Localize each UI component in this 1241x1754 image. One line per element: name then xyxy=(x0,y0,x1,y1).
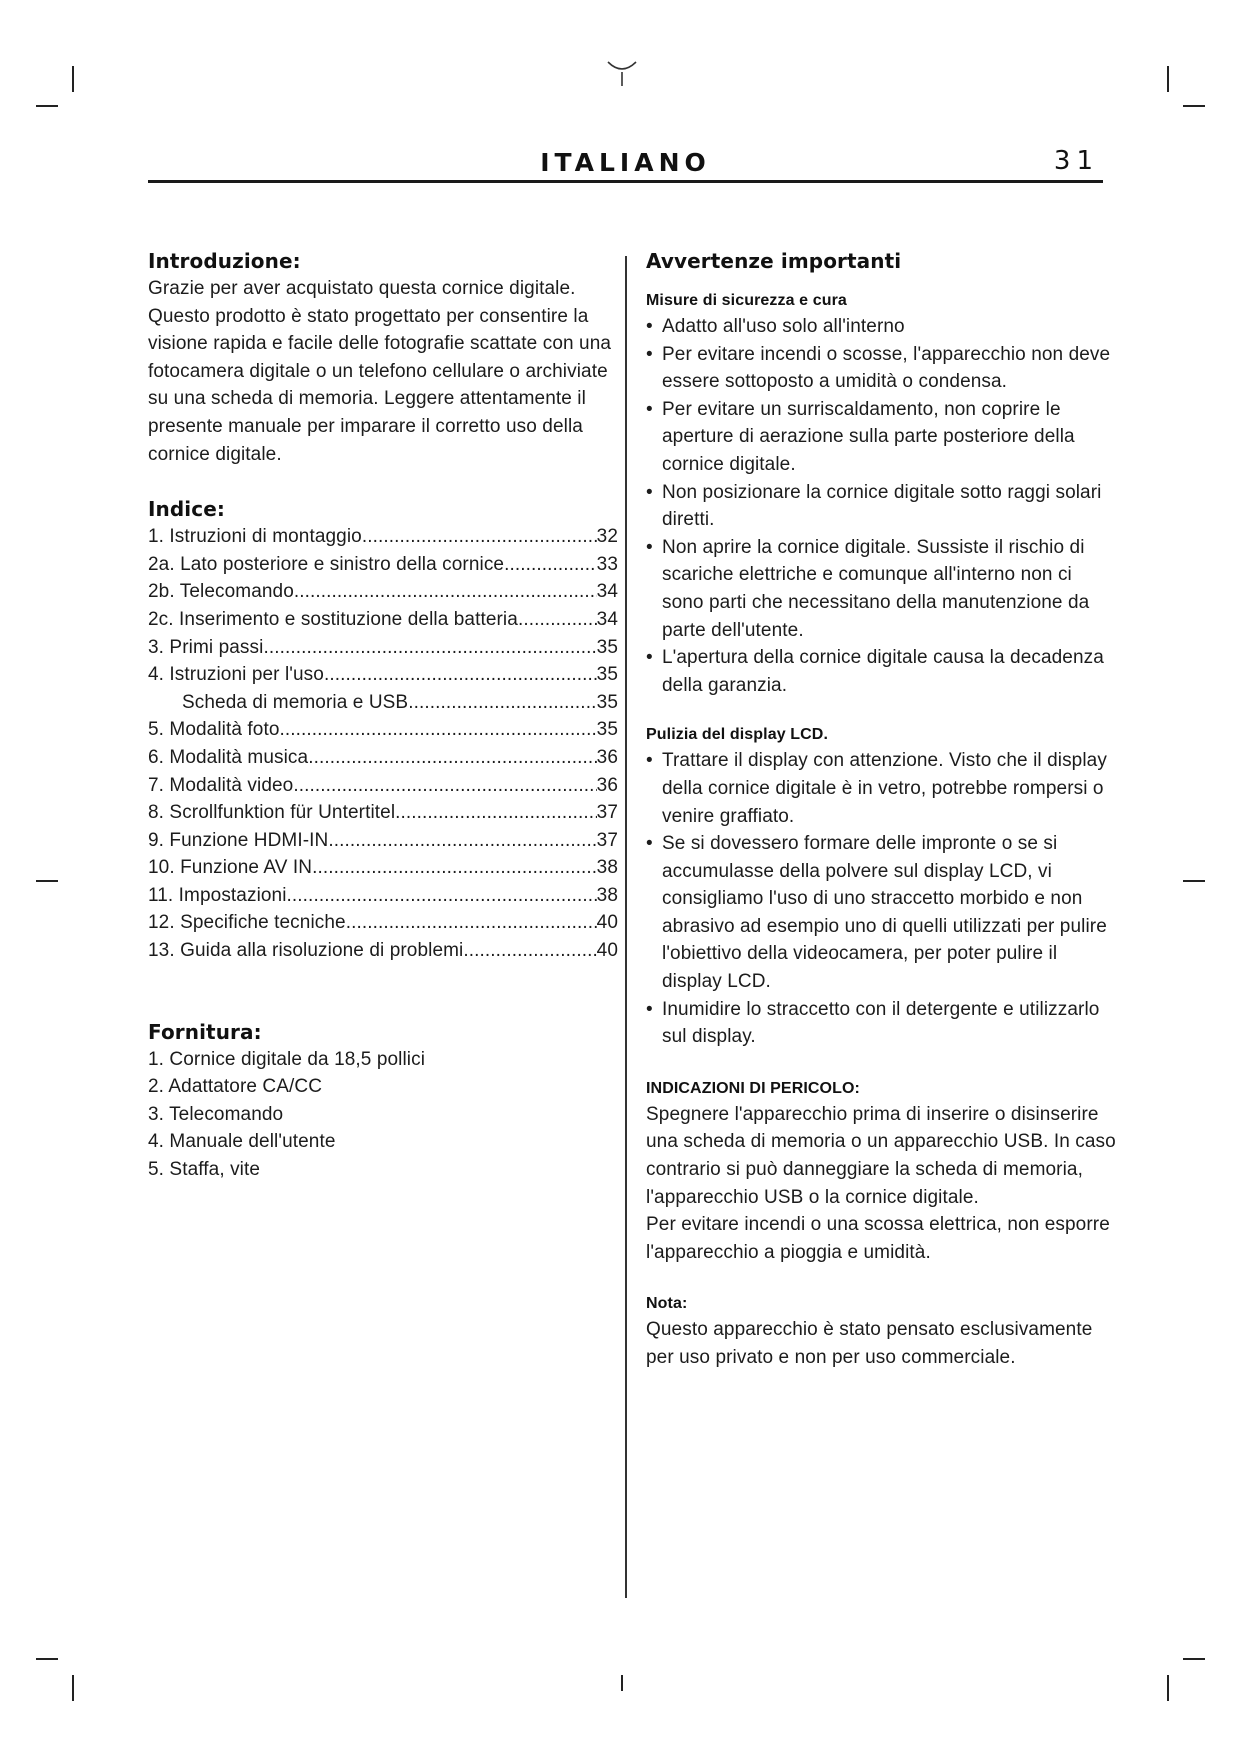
toc-leader-dots xyxy=(362,523,597,551)
toc-row xyxy=(148,551,618,579)
toc-leader-dots xyxy=(287,882,597,910)
toc-label: 7. Modalità video xyxy=(148,774,294,796)
toc-page-number: 33 xyxy=(596,553,618,575)
toc-page-number: 38 xyxy=(596,857,618,879)
toc-leader-dots xyxy=(312,854,597,882)
toc-leader-dots xyxy=(308,744,596,772)
bullet-item: • Non posizionare la cornice digitale sotto raggi solari diretti. xyxy=(646,479,1116,534)
toc-row xyxy=(148,937,618,965)
toc-label: 2a. Lato posteriore e sinistro della cornice xyxy=(148,553,505,575)
safety-heading: Misure di sicurezza e cura xyxy=(646,292,847,309)
toc-row xyxy=(148,634,618,662)
toc-page-number: 34 xyxy=(596,608,618,630)
crop-mark xyxy=(72,1675,74,1701)
toc-row xyxy=(148,578,618,606)
bullet-item: • Inumidire lo straccetto con il detergente e utilizzarlo sul display. xyxy=(646,996,1116,1051)
toc-page-number: 38 xyxy=(596,884,618,906)
supply-heading: Fornitura: xyxy=(148,1019,262,1044)
bullet-item: • Trattare il display con attenzione. Visto che il display della cornice digitale è in vetro, potrebbe rompersi o venire graffiato. xyxy=(646,747,1116,830)
toc-row xyxy=(148,909,618,937)
registration-mark-icon xyxy=(606,60,638,88)
table-of-contents xyxy=(148,523,618,965)
toc-label: 11. Impostazioni xyxy=(148,884,287,906)
toc-label: 6. Modalità musica xyxy=(148,746,309,768)
bullet-item: • Adatto all'uso solo all'interno xyxy=(646,313,1116,341)
toc-row xyxy=(148,827,618,855)
note-text: Questo apparecchio è stato pensato esclusivamente per uso privato e non per uso commerciale. xyxy=(646,1319,1093,1368)
crop-mark xyxy=(36,105,58,107)
toc-label: 13. Guida alla risoluzione di problemi xyxy=(148,940,464,962)
crop-mark xyxy=(72,66,74,92)
page-number: 31 xyxy=(1053,146,1099,176)
toc-page-number: 40 xyxy=(596,912,618,934)
crop-mark xyxy=(1183,105,1205,107)
toc-row xyxy=(148,799,618,827)
toc-row xyxy=(148,661,618,689)
toc-page-number: 35 xyxy=(596,691,618,713)
toc-page-number: 35 xyxy=(596,719,618,741)
toc-label: 5. Modalità foto xyxy=(148,719,280,741)
crop-mark xyxy=(36,1658,58,1660)
toc-leader-dots xyxy=(293,772,596,800)
toc-leader-dots xyxy=(518,606,597,634)
supply-item: 4. Manuale dell'utente xyxy=(148,1131,336,1153)
crop-mark xyxy=(1167,66,1169,92)
toc-page-number: 34 xyxy=(596,581,618,603)
supply-item: 5. Staffa, vite xyxy=(148,1159,261,1181)
toc-row xyxy=(148,523,618,551)
cleaning-heading: Pulizia del display LCD. xyxy=(646,726,828,744)
toc-label: 12. Specifiche tecniche xyxy=(148,912,346,934)
page-title: ITALIANO xyxy=(540,148,711,177)
intro-heading: Introduzione: xyxy=(148,249,301,273)
toc-label: 8. Scrollfunktion für Untertitel xyxy=(148,802,396,824)
toc-leader-dots xyxy=(395,799,597,827)
bullet-item: • Per evitare incendi o scosse, l'apparecchio non deve essere sottoposto a umidità o condensa. xyxy=(646,341,1116,396)
toc-page-number: 36 xyxy=(596,746,618,768)
left-column xyxy=(148,248,618,1212)
crop-mark xyxy=(1183,1658,1205,1660)
toc-page-number: 40 xyxy=(596,940,618,962)
toc-label: 10. Funzione AV IN xyxy=(148,857,313,879)
intro-section xyxy=(148,248,618,468)
danger-heading: INDICAZIONI DI PERICOLO: xyxy=(646,1079,860,1097)
toc-label: 4. Istruzioni per l'uso xyxy=(148,664,324,686)
toc-label: 2b. Telecomando xyxy=(148,581,294,603)
toc-row xyxy=(148,882,618,910)
toc-page-number: 37 xyxy=(596,802,618,824)
toc-label: Scheda di memoria e USB xyxy=(182,691,409,713)
supply-item: 1. Cornice digitale da 18,5 pollici xyxy=(148,1048,426,1070)
toc-leader-dots xyxy=(294,578,597,606)
toc-leader-dots xyxy=(463,937,596,965)
toc-leader-dots xyxy=(263,634,596,662)
column-divider xyxy=(625,256,627,1598)
right-column xyxy=(646,248,1116,1372)
crop-mark xyxy=(621,1675,623,1691)
toc-leader-dots xyxy=(280,716,597,744)
danger-text-2: Per evitare incendi o una scossa elettrica, non esporre l'apparecchio a pioggia e umidità. xyxy=(646,1214,1110,1263)
bullet-item: • L'apertura della cornice digitale causa la decadenza della garanzia. xyxy=(646,644,1116,699)
toc-leader-dots xyxy=(504,551,597,579)
crop-mark xyxy=(1167,1675,1169,1701)
supply-item: 2. Adattatore CA/CC xyxy=(148,1076,323,1098)
toc-leader-dots xyxy=(328,827,596,855)
toc-label: 9. Funzione HDMI-IN xyxy=(148,829,329,851)
crop-mark xyxy=(36,880,58,882)
toc-row xyxy=(148,854,618,882)
toc-page-number: 36 xyxy=(596,774,618,796)
toc-leader-dots xyxy=(346,909,597,937)
toc-row xyxy=(148,772,618,800)
toc-leader-dots xyxy=(324,661,597,689)
toc-page-number: 35 xyxy=(596,664,618,686)
toc-row xyxy=(148,689,618,717)
toc-leader-dots xyxy=(408,689,596,717)
toc-row xyxy=(148,716,618,744)
index-section xyxy=(148,496,618,965)
crop-mark xyxy=(1183,880,1205,882)
toc-page-number: 32 xyxy=(596,526,618,548)
page-header xyxy=(148,146,1103,183)
index-heading: Indice: xyxy=(148,497,225,522)
supply-section xyxy=(148,1019,618,1184)
toc-label: 2c. Inserimento e sostituzione della batteria xyxy=(148,608,518,630)
toc-row xyxy=(148,606,618,634)
note-heading: Nota: xyxy=(646,1295,688,1313)
toc-page-number: 37 xyxy=(596,829,618,851)
safety-list xyxy=(646,313,1116,699)
warnings-heading: Avvertenze importanti xyxy=(646,249,902,273)
toc-label: 1. Istruzioni di montaggio xyxy=(148,526,362,548)
bullet-item: • Non aprire la cornice digitale. Sussiste il rischio di scariche elettriche e comunque all'interno non ci sono parti che necessitano della manutenzione da parte dell'utente. xyxy=(646,534,1116,644)
supply-list xyxy=(148,1046,618,1184)
bullet-item: • Se si dovessero formare delle impronte o se si accumulasse della polvere sul display LCD, vi consigliamo l'uso di uno straccetto morbido e non abrasivo ad esempio uno di quelli utilizzati per pulire l'obiettivo della videocamera, per poter pulire il display LCD. xyxy=(646,830,1116,996)
danger-text: Spegnere l'apparecchio prima di inserire o disinserire una scheda di memoria o un apparecchio USB. In caso contrario si può danneggiare la scheda di memoria, l'apparecchio USB o la cornice digitale. xyxy=(646,1103,1116,1208)
toc-row xyxy=(148,744,618,772)
bullet-item: • Per evitare un surriscaldamento, non coprire le aperture di aerazione sulla parte posteriore della cornice digitale. xyxy=(646,396,1116,479)
cleaning-list xyxy=(646,747,1116,1051)
toc-page-number: 35 xyxy=(596,636,618,658)
supply-item: 3. Telecomando xyxy=(148,1103,284,1125)
toc-label: 3. Primi passi xyxy=(148,636,264,658)
intro-text: Grazie per aver acquistato questa cornice digitale. Questo prodotto è stato progettato per consentire la visione rapida e facile delle fotografie scattate con una fotocamera digitale o un telefono cellulare o archiviate su una scheda di memoria. Leggere attentamente il presente manuale per imparare il corretto uso della cornice digitale. xyxy=(148,278,612,465)
